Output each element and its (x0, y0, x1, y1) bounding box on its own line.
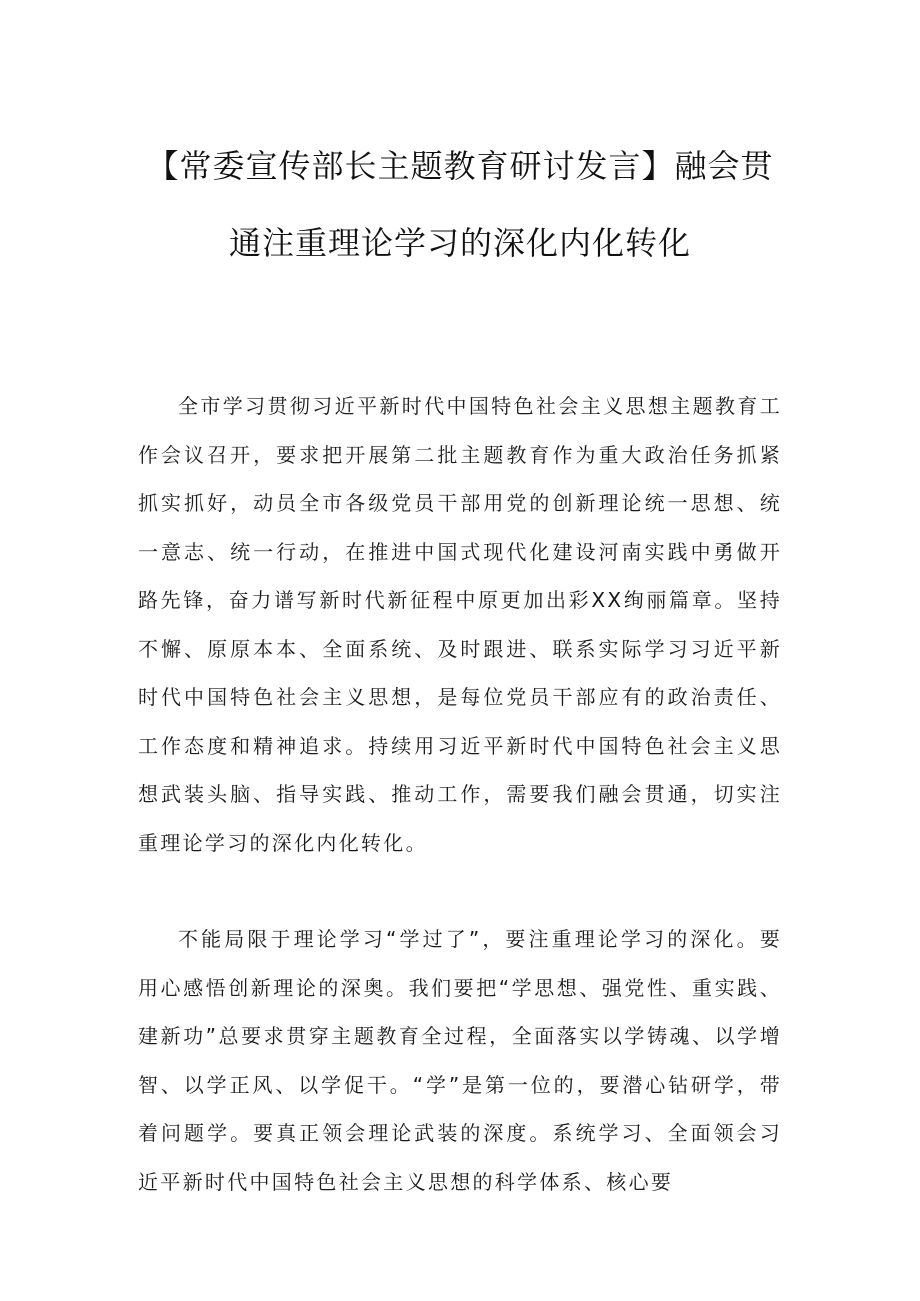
document-body (138, 382, 782, 1206)
paragraph-2: 不能局限于理论学习“学过了”，要注重理论学习的深化。要用心感悟创新理论的深奥。我们要把“学思想、强党性、重实践、建新功”总要求贯穿主题教育全过程，全面落实以学铸魂、以学增智、以学正风、以学促干。“学”是第一位的，要潜心钻研学，带着问题学。要真正领会理论武装的深度。系统学习、全面领会习近平新时代中国特色社会主义思想的科学体系、核心要 (138, 927, 782, 1194)
paragraph-1: 全市学习贯彻习近平新时代中国特色社会主义思想主题教育工作会议召开，要求把开展第二批主题教育作为重大政治任务抓紧抓实抓好，动员全市各级党员干部用党的创新理论统一思想、统一意志、统一行动，在推进中国式现代化建设河南实践中勇做开路先锋，奋力谱写新时代新征程中原更加出彩XX绚丽篇章。坚持不懈、原原本本、全面系统、及时跟进、联系实际学习习近平新时代中国特色社会主义思想，是每位党员干部应有的政治责任、工作态度和精神追求。持续用习近平新时代中国特色社会主义思想武装头脑、指导实践、推动工作，需要我们融会贯通，切实注重理论学习的深化内化转化。 (138, 394, 782, 855)
document-title (138, 0, 782, 282)
title-line-2: 通注重理论学习的深化内化转化 (228, 224, 691, 262)
title-line-1: 【常委宣传部长主题教育研讨发言】融会贯 (146, 147, 774, 185)
